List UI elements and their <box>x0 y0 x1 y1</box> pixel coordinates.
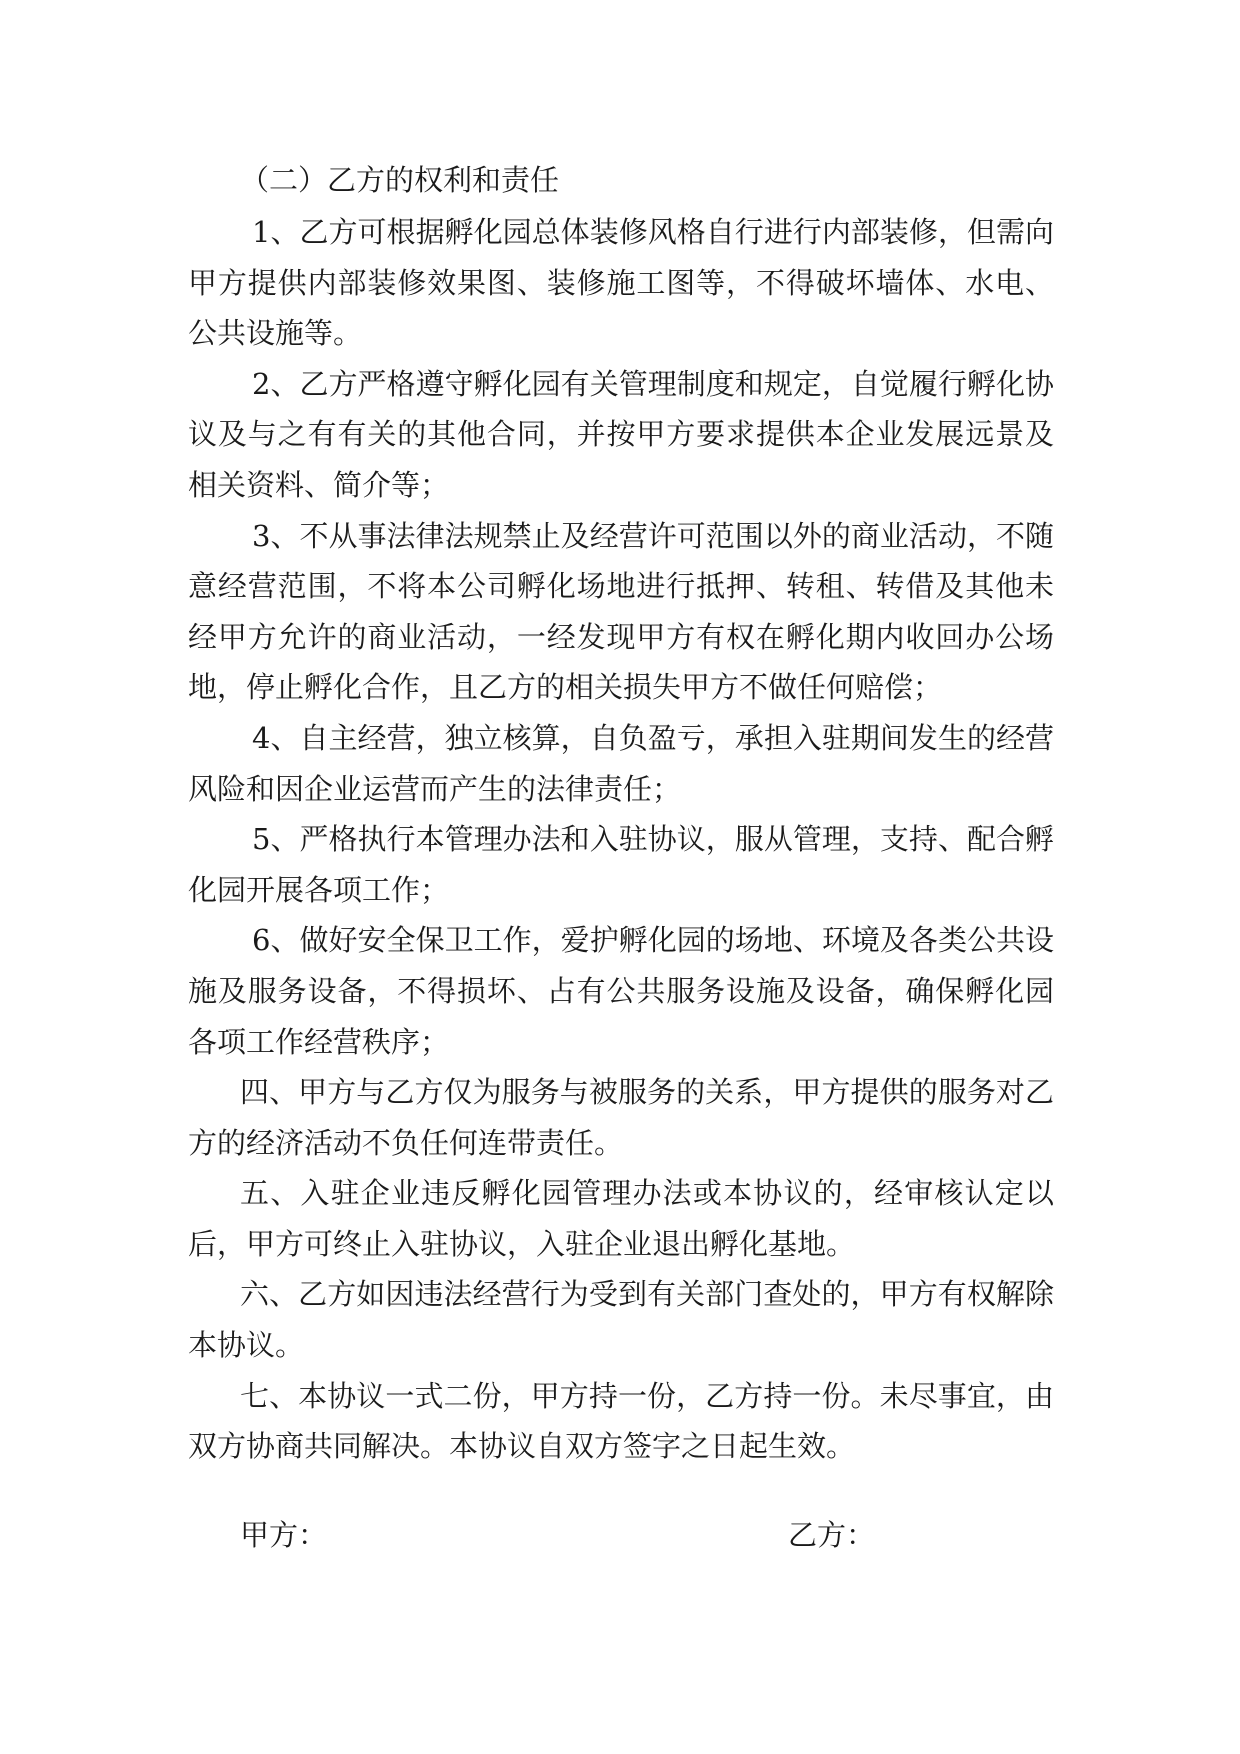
article-4: 四、甲方与乙方仅为服务与被服务的关系，甲方提供的服务对乙方的经济活动不负任何连带责任。 <box>188 1075 1054 1160</box>
clause-3: 3、不从事法律法规禁止及经营许可范围以外的商业活动，不随意经营范围，不将本公司孵化场地进行抵押、转租、转借及其他未经甲方允许的商业活动，一经发现甲方有权在孵化期内收回办公场地，停止孵化合作，且乙方的相关损失甲方不做任何赔偿； <box>188 518 1054 705</box>
clause-4: 4、自主经营，独立核算，自负盈亏，承担入驻期间发生的经营风险和因企业运营而产生的法律责任； <box>188 720 1054 806</box>
article-5: 五、入驻企业违反孵化园管理办法或本协议的，经审核认定以后，甲方可终止入驻协议，入驻企业退出孵化基地。 <box>188 1176 1054 1261</box>
article-7: 七、本协议一式二份，甲方持一份，乙方持一份。未尽事宜，由双方协商共同解决。本协议自双方签字之日起生效。 <box>188 1378 1054 1464</box>
clause-6: 6、做好安全保卫工作，爱护孵化园的场地、环境及各类公共设施及服务设备，不得损坏、占有公共服务设施及设备，确保孵化园各项工作经营秩序； <box>188 923 1054 1059</box>
clause-5: 5、严格执行本管理办法和入驻协议，服从管理，支持、配合孵化园开展各项工作； <box>188 822 1054 907</box>
document-body <box>188 155 1054 1472</box>
clause-1: 1、乙方可根据孵化园总体装修风格自行进行内部装修，但需向甲方提供内部装修效果图、装修施工图等，不得破坏墙体、水电、公共设施等。 <box>188 215 1054 351</box>
article-6: 六、乙方如因违法经营行为受到有关部门查处的，甲方有权解除本协议。 <box>188 1277 1054 1363</box>
signature-block <box>240 1510 1060 1560</box>
section-heading: （二）乙方的权利和责任 <box>240 163 560 197</box>
party-a-signature-label: 甲方： <box>240 1518 328 1552</box>
clause-2: 2、乙方严格遵守孵化园有关管理制度和规定，自觉履行孵化协议及与之有有关的其他合同，并按甲方要求提供本企业发展远景及相关资料、简介等； <box>188 366 1054 502</box>
party-b-signature-label: 乙方： <box>788 1518 876 1552</box>
